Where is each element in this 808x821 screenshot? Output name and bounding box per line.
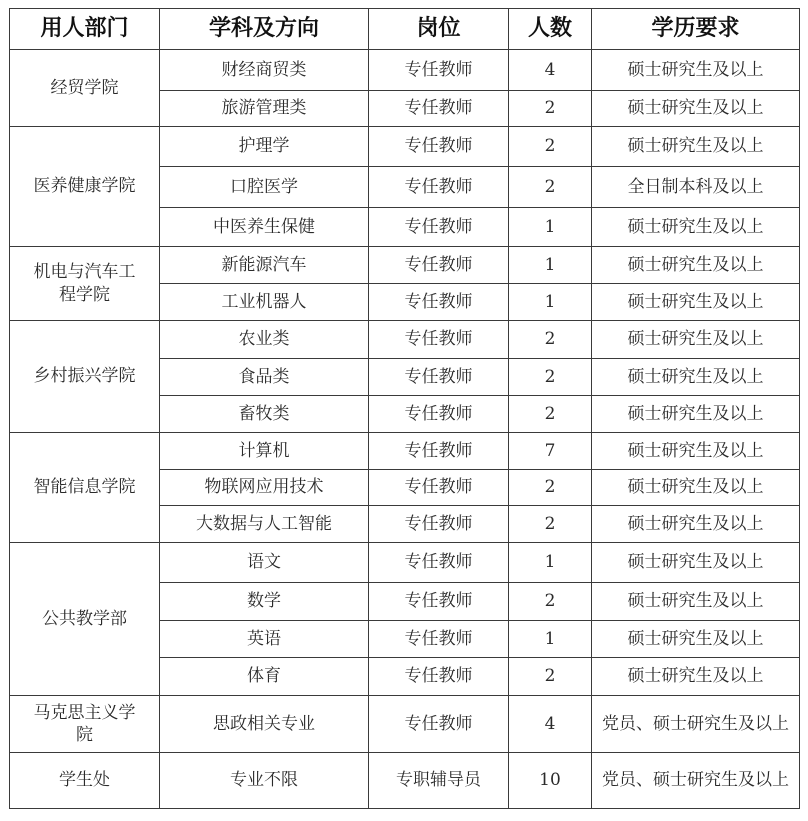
- education-cell: 硕士研究生及以上: [592, 247, 800, 284]
- education-cell: 硕士研究生及以上: [592, 396, 800, 433]
- post-cell: 专任教师: [369, 470, 509, 506]
- post-cell: 专职辅导员: [369, 753, 509, 809]
- education-cell: 全日制本科及以上: [592, 167, 800, 208]
- count-cell: 1: [509, 284, 592, 321]
- post-cell: 专任教师: [369, 506, 509, 543]
- table-row: [10, 433, 800, 470]
- post-cell: 专任教师: [369, 658, 509, 696]
- subject-cell: 物联网应用技术: [160, 470, 369, 506]
- subject-cell: 口腔医学: [160, 167, 369, 208]
- subject-cell: 体育: [160, 658, 369, 696]
- subject-cell: 中医养生保健: [160, 208, 369, 247]
- count-cell: 2: [509, 91, 592, 127]
- post-cell: 专任教师: [369, 50, 509, 91]
- subject-cell: 计算机: [160, 433, 369, 470]
- subject-cell: 思政相关专业: [160, 696, 369, 753]
- count-cell: 2: [509, 470, 592, 506]
- post-cell: 专任教师: [369, 247, 509, 284]
- subject-cell: 护理学: [160, 127, 369, 167]
- dept-cell: 学生处: [10, 753, 160, 809]
- dept-cell: 公共教学部: [10, 543, 160, 696]
- count-cell: 2: [509, 658, 592, 696]
- header-subject: 学科及方向: [160, 9, 369, 50]
- count-cell: 2: [509, 359, 592, 396]
- post-cell: 专任教师: [369, 696, 509, 753]
- count-cell: 2: [509, 127, 592, 167]
- count-cell: 7: [509, 433, 592, 470]
- post-cell: 专任教师: [369, 284, 509, 321]
- education-cell: 硕士研究生及以上: [592, 543, 800, 583]
- count-cell: 2: [509, 321, 592, 359]
- recruitment-table: [9, 8, 800, 809]
- table-row: [10, 50, 800, 91]
- education-cell: 硕士研究生及以上: [592, 359, 800, 396]
- header-education: 学历要求: [592, 9, 800, 50]
- count-cell: 1: [509, 208, 592, 247]
- post-cell: 专任教师: [369, 208, 509, 247]
- subject-cell: 新能源汽车: [160, 247, 369, 284]
- subject-cell: 财经商贸类: [160, 50, 369, 91]
- dept-cell: 医养健康学院: [10, 127, 160, 247]
- count-cell: 2: [509, 167, 592, 208]
- subject-cell: 英语: [160, 621, 369, 658]
- education-cell: 硕士研究生及以上: [592, 470, 800, 506]
- subject-cell: 食品类: [160, 359, 369, 396]
- table-row: [10, 753, 800, 809]
- post-cell: 专任教师: [369, 543, 509, 583]
- table-row: [10, 247, 800, 284]
- post-cell: 专任教师: [369, 621, 509, 658]
- dept-cell: 经贸学院: [10, 50, 160, 127]
- education-cell: 硕士研究生及以上: [592, 284, 800, 321]
- count-cell: 1: [509, 247, 592, 284]
- dept-cell: 机电与汽车工程学院: [10, 247, 160, 321]
- education-cell: 硕士研究生及以上: [592, 91, 800, 127]
- post-cell: 专任教师: [369, 167, 509, 208]
- education-cell: 硕士研究生及以上: [592, 583, 800, 621]
- count-cell: 4: [509, 50, 592, 91]
- education-cell: 硕士研究生及以上: [592, 50, 800, 91]
- post-cell: 专任教师: [369, 91, 509, 127]
- count-cell: 1: [509, 543, 592, 583]
- subject-cell: 工业机器人: [160, 284, 369, 321]
- subject-cell: 数学: [160, 583, 369, 621]
- count-cell: 4: [509, 696, 592, 753]
- subject-cell: 大数据与人工智能: [160, 506, 369, 543]
- post-cell: 专任教师: [369, 359, 509, 396]
- post-cell: 专任教师: [369, 583, 509, 621]
- education-cell: 硕士研究生及以上: [592, 127, 800, 167]
- subject-cell: 旅游管理类: [160, 91, 369, 127]
- header-post: 岗位: [369, 9, 509, 50]
- education-cell: 党员、硕士研究生及以上: [592, 696, 800, 753]
- education-cell: 硕士研究生及以上: [592, 433, 800, 470]
- education-cell: 硕士研究生及以上: [592, 621, 800, 658]
- post-cell: 专任教师: [369, 127, 509, 167]
- count-cell: 10: [509, 753, 592, 809]
- subject-cell: 专业不限: [160, 753, 369, 809]
- dept-cell: 智能信息学院: [10, 433, 160, 543]
- count-cell: 2: [509, 396, 592, 433]
- post-cell: 专任教师: [369, 321, 509, 359]
- education-cell: 硕士研究生及以上: [592, 506, 800, 543]
- table-row: [10, 321, 800, 359]
- subject-cell: 语文: [160, 543, 369, 583]
- education-cell: 硕士研究生及以上: [592, 658, 800, 696]
- dept-cell: 马克思主义学院: [10, 696, 160, 753]
- education-cell: 党员、硕士研究生及以上: [592, 753, 800, 809]
- header-dept: 用人部门: [10, 9, 160, 50]
- table-row: [10, 127, 800, 167]
- count-cell: 2: [509, 506, 592, 543]
- dept-cell: 乡村振兴学院: [10, 321, 160, 433]
- education-cell: 硕士研究生及以上: [592, 321, 800, 359]
- subject-cell: 畜牧类: [160, 396, 369, 433]
- post-cell: 专任教师: [369, 433, 509, 470]
- subject-cell: 农业类: [160, 321, 369, 359]
- table-row: [10, 696, 800, 753]
- education-cell: 硕士研究生及以上: [592, 208, 800, 247]
- header-count: 人数: [509, 9, 592, 50]
- table-row: [10, 543, 800, 583]
- count-cell: 1: [509, 621, 592, 658]
- header-row: [10, 9, 800, 50]
- count-cell: 2: [509, 583, 592, 621]
- post-cell: 专任教师: [369, 396, 509, 433]
